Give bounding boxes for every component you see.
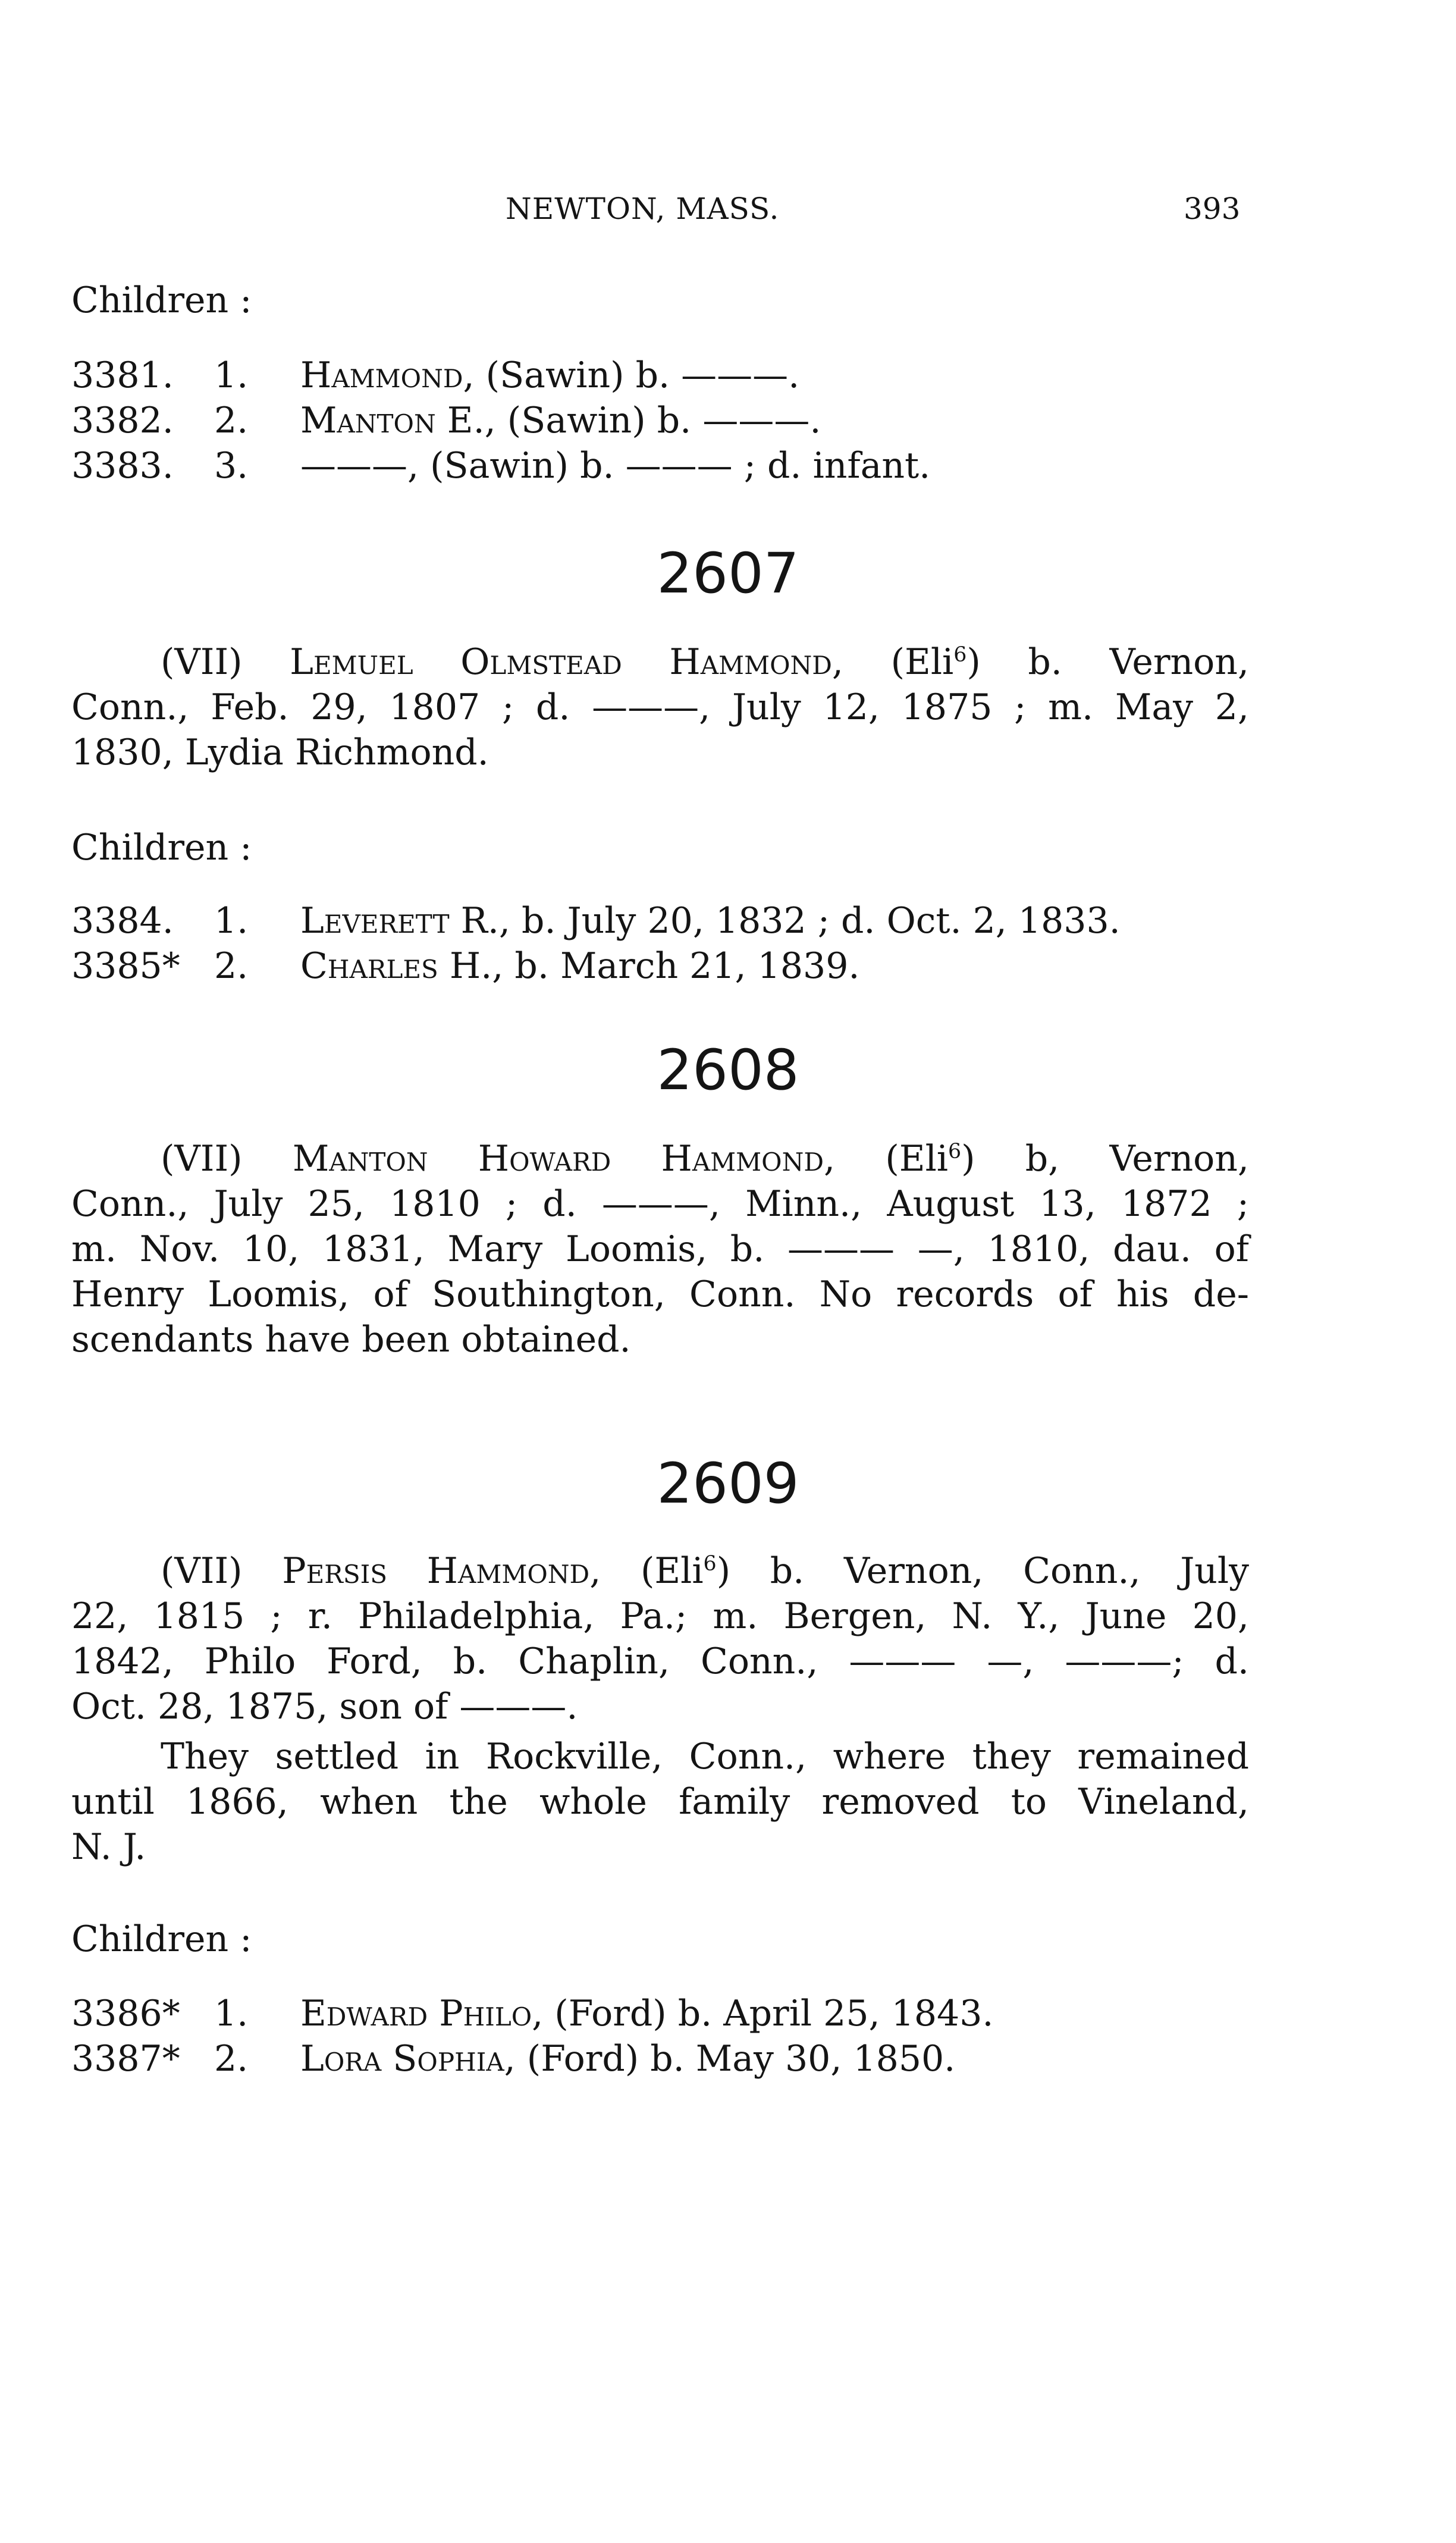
paragraph-text: ) b. Vernon, xyxy=(967,641,1249,683)
child-text xyxy=(300,900,1121,942)
section-number: 2608 xyxy=(657,1038,799,1103)
child-number: 3385* xyxy=(71,945,180,987)
child-order: 2. xyxy=(214,400,249,441)
child-text xyxy=(300,2038,955,2080)
generation-superscript: 6 xyxy=(703,1552,717,1576)
entry-paragraph xyxy=(71,1734,1249,1870)
person-name: Lemuel Olmstead Hammond, xyxy=(290,641,843,683)
paragraph-line: 1842, Philo Ford, b. Chaplin, Conn., ——— —, ———; d. xyxy=(71,1641,1249,1682)
child-text xyxy=(300,945,859,987)
child-name: Leverett xyxy=(300,900,450,942)
child-details: R., b. July 20, 1832 ; d. Oct. 2, 1833. xyxy=(449,900,1121,942)
paragraph-line: m. Nov. 10, 1831, Mary Loomis, b. ——— —, 1810, dau. of xyxy=(71,1228,1249,1270)
page-number: 393 xyxy=(1184,192,1241,226)
person-name: Manton Howard Hammond, xyxy=(292,1138,836,1180)
parent-ref: (Eli xyxy=(843,641,954,683)
generation-superscript: 6 xyxy=(947,1140,962,1164)
child-number: 3386* xyxy=(71,1993,180,2034)
parent-ref: (Eli xyxy=(601,1550,704,1592)
paragraph-line xyxy=(71,639,1249,685)
entry-paragraph xyxy=(71,1548,1249,1729)
paragraph-line: until 1866, when the whole family removed to Vineland, xyxy=(71,1781,1249,1823)
child-details: H., b. March 21, 1839. xyxy=(438,945,860,987)
person-name: Persis Hammond, xyxy=(282,1550,601,1592)
paragraph-line: Oct. 28, 1875, son of ———. xyxy=(71,1686,578,1727)
child-name: Charles xyxy=(300,945,438,987)
paragraph-line xyxy=(71,1136,1249,1181)
child-details: E., (Sawin) b. ———. xyxy=(435,400,821,441)
paragraph-line: Conn., Feb. 29, 1807 ; d. ———, July 12, 1875 ; m. May 2, xyxy=(71,686,1249,728)
paragraph-line: N. J. xyxy=(71,1826,146,1868)
running-head xyxy=(0,192,1456,233)
child-details: (Ford) b. April 25, 1843. xyxy=(543,1993,994,2034)
child-order: 1. xyxy=(214,355,249,396)
section-number: 2607 xyxy=(657,541,799,606)
paragraph-text: ) b, Vernon, xyxy=(961,1138,1249,1180)
child-order: 1. xyxy=(214,1993,249,2034)
children-label: Children : xyxy=(71,280,252,321)
paragraph-line xyxy=(71,1548,1249,1594)
parent-ref: (Eli xyxy=(835,1138,948,1180)
child-details: ———, (Sawin) b. ——— ; d. infant. xyxy=(300,445,931,487)
child-text xyxy=(300,355,799,396)
generation: (VII) xyxy=(161,641,290,683)
child-number: 3381. xyxy=(71,355,174,396)
child-order: 3. xyxy=(214,445,249,487)
generation-superscript: 6 xyxy=(953,643,967,667)
paragraph-line: 22, 1815 ; r. Philadelphia, Pa.; m. Bergen, N. Y., June 20, xyxy=(71,1595,1249,1637)
child-order: 2. xyxy=(214,945,249,987)
paragraph-line: Conn., July 25, 1810 ; d. ———, Minn., August 13, 1872 ; xyxy=(71,1183,1249,1225)
child-details: (Sawin) b. ———. xyxy=(474,355,800,396)
entry-paragraph xyxy=(71,639,1249,775)
generation: (VII) xyxy=(161,1138,293,1180)
paragraph-line: 1830, Lydia Richmond. xyxy=(71,732,489,773)
child-number: 3387* xyxy=(71,2038,180,2080)
paragraph-line: Henry Loomis, of Southington, Conn. No records of his de- xyxy=(71,1274,1249,1315)
running-title: NEWTON, MASS. xyxy=(506,192,780,226)
child-text xyxy=(300,400,821,441)
paragraph-line: They settled in Rockville, Conn., where they remained xyxy=(161,1736,1249,1777)
section-number: 2609 xyxy=(657,1451,799,1516)
child-number: 3382. xyxy=(71,400,174,441)
generation: (VII) xyxy=(161,1550,283,1592)
entry-paragraph xyxy=(71,1136,1249,1362)
children-label: Children : xyxy=(71,827,252,868)
child-number: 3384. xyxy=(71,900,174,942)
child-name: Manton xyxy=(300,400,436,441)
children-label: Children : xyxy=(71,1918,252,1960)
child-name: Lora Sophia, xyxy=(300,2038,516,2080)
child-text xyxy=(300,1993,993,2034)
paragraph-text: ) b. Vernon, Conn., July xyxy=(716,1550,1249,1592)
child-text xyxy=(300,445,930,487)
child-number: 3383. xyxy=(71,445,174,487)
paragraph-line: scendants have been obtained. xyxy=(71,1319,631,1360)
child-name: Edward Philo, xyxy=(300,1993,544,2034)
child-order: 2. xyxy=(214,2038,249,2080)
child-order: 1. xyxy=(214,900,249,942)
child-name: Hammond, xyxy=(300,355,475,396)
child-details: (Ford) b. May 30, 1850. xyxy=(515,2038,956,2080)
